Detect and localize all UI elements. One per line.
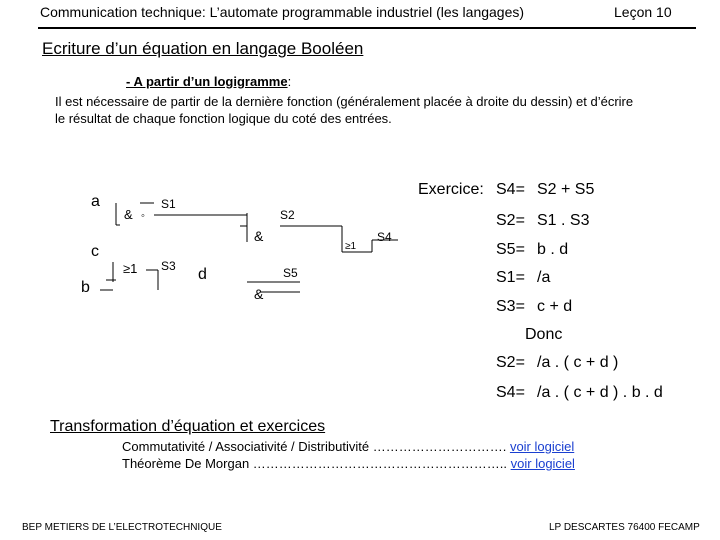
footer-left: BEP METIERS DE L’ELECTROTECHNIQUE <box>22 522 222 533</box>
equation-rhs: c + d <box>537 298 573 315</box>
result-rhs: /a . ( c + d ) <box>537 354 619 371</box>
header-title: Communication technique: L’automate programmable industriel (les langages) <box>40 4 525 20</box>
or-gate-s3-symbol: ≥1 <box>123 261 138 276</box>
intro-colon: : <box>287 74 292 89</box>
equation-lhs: S2= <box>496 212 525 229</box>
intro-bold: - A partir d’un logigramme <box>126 74 288 89</box>
signal-s4: S4 <box>377 230 392 244</box>
equation-lhs: S5= <box>496 241 525 258</box>
paragraph-line-1: Il est nécessaire de partir de la dernière fonction (généralement placée à droite du dessin) et d’écrire <box>55 94 634 109</box>
equation-rhs: /a <box>537 269 551 286</box>
signal-s1: S1 <box>161 197 176 211</box>
and-gate-s2-symbol: & <box>254 228 264 244</box>
equation-lhs: S4= <box>496 181 525 198</box>
section2-line-1-text: Commutativité / Associativité / Distributivité …………………………. <box>122 439 507 454</box>
section2-line-2-text: Théorème De Morgan ………………………………………………….. <box>122 456 508 471</box>
section2-title: Transformation d’équation et exercices <box>50 418 326 435</box>
not-gate-symbol: & <box>124 207 133 222</box>
section-title: Ecriture d’un équation en langage Booléen <box>42 39 364 58</box>
input-a: a <box>91 193 100 210</box>
result-lhs: S4= <box>496 384 525 401</box>
and-gate-s5-symbol: & <box>254 286 264 302</box>
equation-lhs: S1= <box>496 269 525 286</box>
exercise-label: Exercice: <box>418 181 484 198</box>
input-d: d <box>198 266 207 283</box>
input-c: c <box>91 243 99 260</box>
donc-label: Donc <box>525 326 563 343</box>
or-gate-s4-symbol: ≥1 <box>345 241 357 252</box>
section2-line-2 <box>122 455 575 472</box>
equation-lhs: S3= <box>496 298 525 315</box>
signal-s3: S3 <box>161 259 176 273</box>
signal-s2: S2 <box>280 208 295 222</box>
voir-logiciel-link-2[interactable]: voir logiciel <box>510 456 575 471</box>
paragraph-line-2: le résultat de chaque fonction logique du coté des entrées. <box>55 111 392 126</box>
result-rhs: /a . ( c + d ) . b . d <box>537 384 663 401</box>
equation-rhs: S1 . S3 <box>537 212 590 229</box>
signal-s5: S5 <box>283 266 298 280</box>
footer-right: LP DESCARTES 76400 FECAMP <box>549 522 700 533</box>
voir-logiciel-link-1[interactable]: voir logiciel <box>509 439 575 454</box>
not-gate-circle: ◦ <box>141 210 145 222</box>
section2-line-1 <box>122 438 574 455</box>
result-lhs: S2= <box>496 354 525 371</box>
equation-rhs: S2 + S5 <box>537 181 595 198</box>
input-b: b <box>81 279 90 296</box>
equation-rhs: b . d <box>537 241 569 258</box>
lesson-number: Leçon 10 <box>614 4 672 20</box>
